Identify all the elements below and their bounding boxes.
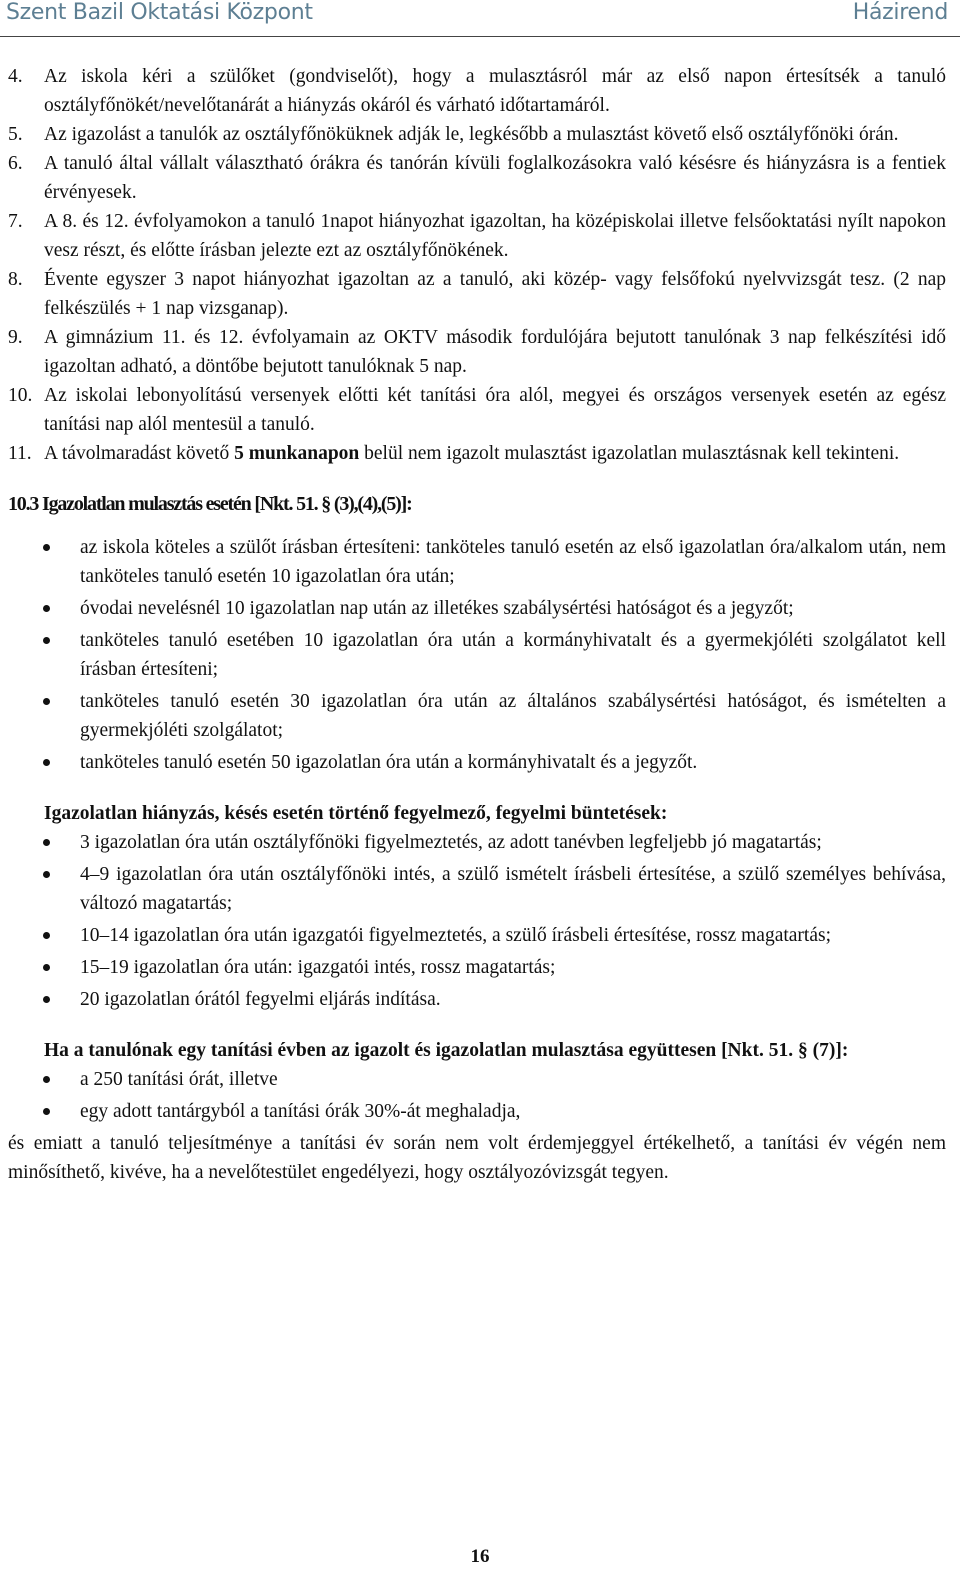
list-item: [8, 381, 946, 439]
item-number: 8.: [8, 269, 23, 290]
item-number: 7.: [8, 211, 23, 232]
closing-paragraph: és emiatt a tanuló teljesítménye a tanítási év során nem volt érdemjeggyel értékelhető, a tanítási év végén nem minősíthető, kivéve, ha a nevelőtestület engedélyezi, hogy osztályozóvizsgát tegyen.: [8, 1133, 946, 1183]
bullet-item: tanköteles tanuló esetén 50 igazolatlan óra után a kormányhivatalt és a jegyzőt.: [8, 748, 946, 777]
item-text-part: belül nem igazolt mulasztást igazolatlan mulasztásnak kell tekinteni.: [359, 443, 900, 464]
bullet-list: [8, 828, 946, 1014]
bullet-item: 20 igazolatlan órától fegyelmi eljárás indítása.: [8, 985, 946, 1014]
bullet-item: 3 igazolatlan óra után osztályfőnöki figyelmeztetés, az adott tanévben legfeljebb jó magatartás;: [8, 828, 946, 857]
bullet-list: [8, 533, 946, 777]
list-item: [8, 120, 946, 149]
page-number: 16: [470, 1546, 490, 1567]
bullet-item: óvodai nevelésnél 10 igazolatlan nap után az illetékes szabálysértési hatóságot és a jegyzőt;: [8, 594, 946, 623]
page-content: [8, 62, 946, 1207]
item-text: A gimnázium 11. és 12. évfolyamain az OKTV második fordulójára bejutott tanulónak 3 nap felkészítési idő igazoltan adható, a döntőbe bejutott tanulóknak 5 nap.: [44, 327, 946, 377]
bullet-item: egy adott tantárgyból a tanítási órák 30%-át meghaladja,: [8, 1097, 946, 1126]
bullet-item: 15–19 igazolatlan óra után: igazgatói intés, rossz magatartás;: [8, 953, 946, 982]
item-text: Évente egyszer 3 napot hiányozhat igazoltan az a tanuló, aki közép- vagy felsőfokú nyelvvizsgát tesz. (2 nap felkészülés + 1 nap vizsganap).: [44, 269, 946, 319]
item-number: 6.: [8, 153, 23, 174]
item-text-part: A távolmaradást követő: [44, 443, 235, 464]
item-text: Az igazolást a tanulók az osztályfőnöküknek adják le, legkésőbb a mulasztást követő első osztályfőnöki órán.: [44, 124, 899, 145]
section-title: 10.3 Igazolatlan mulasztás esetén [Nkt. 51. § (3),(4),(5)]:: [8, 493, 412, 515]
bullet-item: az iskola köteles a szülőt írásban értesíteni: tanköteles tanuló esetén az első igazolatlan óra/alkalom után, nem tanköteles tanuló esetén 10 igazolatlan óra után;: [8, 533, 946, 591]
bullet-list: [8, 1065, 946, 1126]
absence-heading: Ha a tanulónak egy tanítási évben az igazolt és igazolatlan mulasztása együttesen [Nkt. 51. § (7)]:: [44, 1040, 849, 1061]
bullet-item: 4–9 igazolatlan óra után osztályfőnöki intés, a szülő ismételt írásbeli értesítése, a szülő személyes behívása, változó magatartás;: [8, 860, 946, 918]
item-text: A 8. és 12. évfolyamokon a tanuló 1napot hiányozhat igazoltan, ha középiskolai illetve felsőoktatási nyílt napokon vesz részt, és előtte írásban jelezte ezt az osztályfőnökének.: [44, 211, 946, 261]
list-item: [8, 439, 946, 468]
numbered-list: [8, 62, 946, 468]
item-number: 4.: [8, 66, 23, 87]
list-item: [8, 207, 946, 265]
bullet-item: tanköteles tanuló esetén 30 igazolatlan óra után az általános szabálysértési hatóságot, és ismételten a gyermekjóléti szolgálatot;: [8, 687, 946, 745]
bullet-item: 10–14 igazolatlan óra után igazgatói figyelmeztetés, a szülő írásbeli értesítése, rossz magatartás;: [8, 921, 946, 950]
bullet-item: a 250 tanítási órát, illetve: [8, 1065, 946, 1094]
header-school-name: Szent Bazil Oktatási Központ: [6, 0, 313, 25]
item-text: Az iskola kéri a szülőket (gondviselőt), hogy a mulasztásról már az első napon értesítsék a tanuló osztályfőnökét/nevelőtanárát a hiányzás okáról és várható időtartamáról.: [44, 66, 946, 116]
list-item: [8, 149, 946, 207]
item-number: 5.: [8, 124, 23, 145]
item-number: 11.: [8, 443, 32, 464]
item-number: 10.: [8, 385, 33, 406]
item-text-emphasis: 5 munkanapon: [234, 443, 360, 464]
list-item: [8, 323, 946, 381]
page-header: [0, 0, 960, 37]
list-item: [8, 62, 946, 120]
bullet-item: tanköteles tanuló esetében 10 igazolatlan óra után a kormányhivatalt és a gyermekjóléti szolgálatot kell írásban értesíteni;: [8, 626, 946, 684]
discipline-heading: Igazolatlan hiányzás, késés esetén történő fegyelmező, fegyelmi büntetések:: [44, 803, 668, 824]
item-text: Az iskolai lebonyolítású versenyek előtti két tanítási óra alól, megyei és országos versenyek esetén az egész tanítási nap alól mentesül a tanuló.: [44, 385, 946, 435]
item-number: 9.: [8, 327, 23, 348]
item-text: [44, 443, 899, 464]
item-text: A tanuló által vállalt választható órákra és tanórán kívüli foglalkozásokra való késésre és hiányzásra is a fentiek érvényesek.: [44, 153, 946, 203]
header-document-title: Házirend: [852, 0, 948, 25]
list-item: [8, 265, 946, 323]
